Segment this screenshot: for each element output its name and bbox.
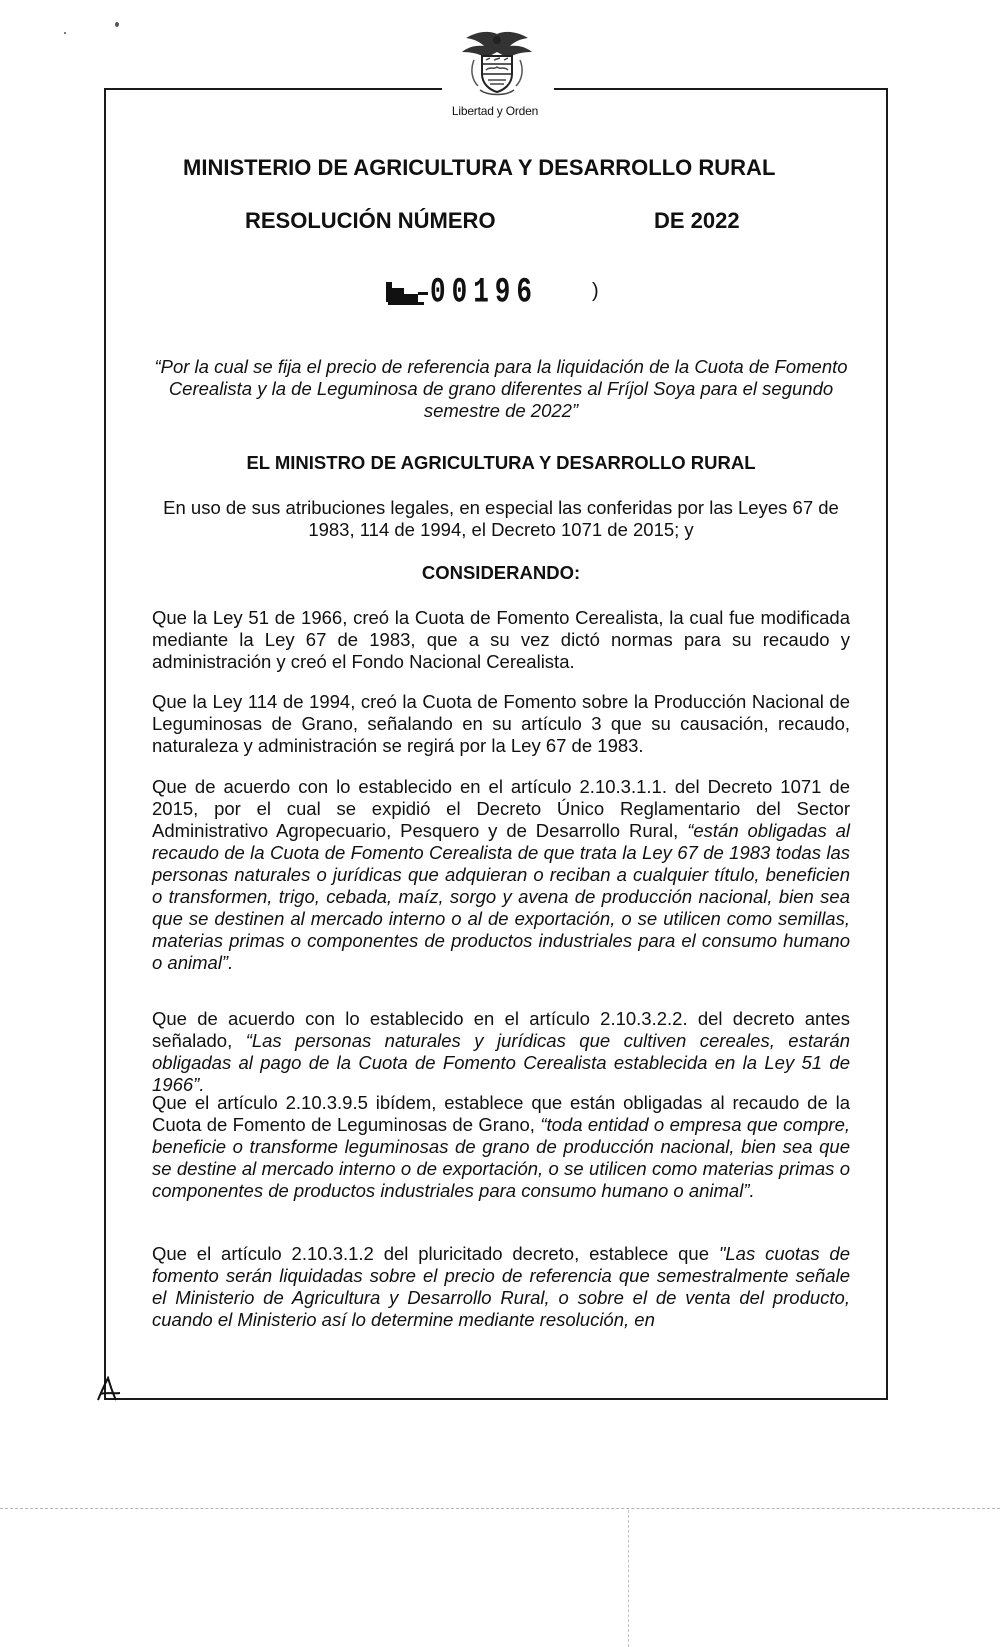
considering-paragraph: [152, 776, 850, 974]
considering-paragraph: [152, 1243, 850, 1331]
resolution-year: DE 2022: [654, 208, 740, 233]
minister-heading: EL MINISTRO DE AGRICULTURA Y DESARROLLO RURAL: [246, 452, 756, 473]
considering-paragraph: Que la Ley 51 de 1966, creó la Cuota de Fomento Cerealista, la cual fue modificada mediante la Ley 67 de 1983, que a su vez dictó normas para su recaudo y administración y creó el Fondo Nacional Cerealista.: [152, 607, 850, 672]
paragraph-lead: Que el artículo 2.10.3.1.2 del pluricitado decreto, establece que: [152, 1243, 719, 1264]
paragraph-lead: Que de acuerdo con lo establecido en el artículo 2.10.3.1.1. del Decreto 1071 de 2015, por el cual se expidió el Decreto Único Reglamentario del Sector Administrativo Agropecuario, Pesquero y de Desarrollo Rural,: [152, 776, 850, 841]
paragraph-quote: “Las personas naturales y jurídicas que cultiven cereales, estarán obligadas al pago de la Cuota de Fomento Cerealista establecida en la Ley 51 de 1966”.: [152, 1030, 850, 1095]
handwritten-initial: [94, 1376, 122, 1402]
legal-attributions: En uso de sus atribuciones legales, en especial las conferidas por las Leyes 67 de 1983, 114 de 1994, el Decreto 1071 de 2015; y: [163, 497, 839, 540]
scan-fold-line-vertical: [628, 1510, 629, 1647]
resolution-label: RESOLUCIÓN NÚMERO: [245, 208, 496, 233]
coat-of-arms-seal: [450, 30, 544, 96]
scan-speck: [115, 22, 119, 27]
paragraph-quote: “están obligadas al recaudo de la Cuota de Fomento Cerealista de que trata la Ley 67 de 1983 todas las personas naturales o jurídicas que adquieran o reciban a cualquier título, beneficien o transformen, trigo, cebada, maíz, sorgo y avena de producción nacional, bien sea que se destinen al mercado interno o al de exportación, o se utilicen como semillas, materias primas o componentes de productos industriales para el consumo humano o animal”.: [152, 820, 850, 973]
considering-paragraph: [152, 1008, 850, 1096]
resolution-number-stamp: [386, 272, 538, 312]
considerando-heading: CONSIDERANDO:: [421, 562, 581, 583]
scan-speck: [64, 32, 66, 34]
paragraph-quote: "Las cuotas de fomento serán liquidadas sobre el precio de referencia que semestralmente señale el Ministerio de Agricultura y Desarrollo Rural, o sobre el de venta del producto, cuando el Ministerio así lo determine mediante resolución, en: [152, 1243, 850, 1330]
stamp-close-paren: ): [592, 280, 599, 302]
ministry-title: MINISTERIO DE AGRICULTURA Y DESARROLLO RURAL: [183, 155, 776, 180]
resolution-subject: “Por la cual se fija el precio de referencia para la liquidación de la Cuota de Fomento Cerealista y la de Leguminosa de grano diferentes al Fríjol Soya para el segundo semestre de 2022”: [154, 356, 848, 421]
resolution-number: 00196: [430, 271, 539, 313]
scan-fold-line: [0, 1508, 1000, 1509]
seal-motto: Libertad y Orden: [451, 104, 539, 118]
considering-paragraph: Que la Ley 114 de 1994, creó la Cuota de Fomento sobre la Producción Nacional de Leguminosas de Grano, señalando en su artículo 3 que su causación, recaudo, naturaleza y administración se regirá por la Ley 67 de 1983.: [152, 691, 850, 756]
considering-paragraph: [152, 1092, 850, 1202]
paragraph-lead: Que el artículo 2.10.3.9.5 ibídem, establece que están obligadas al recaudo de la Cuota de Fomento de Leguminosas de Grano,: [152, 1092, 850, 1135]
paragraph-lead: Que de acuerdo con lo establecido en el artículo 2.10.3.2.2. del decreto antes señalado,: [152, 1008, 850, 1051]
paragraph-quote: “toda entidad o empresa que compre, beneficie o transforme leguminosas de grano de producción nacional, bien sea que se destine al mercado interno o de exportación, o se utilicen como materias primas o componentes de productos industriales para consumo humano o animal”.: [152, 1114, 850, 1201]
stamp-smudge: [386, 278, 428, 306]
